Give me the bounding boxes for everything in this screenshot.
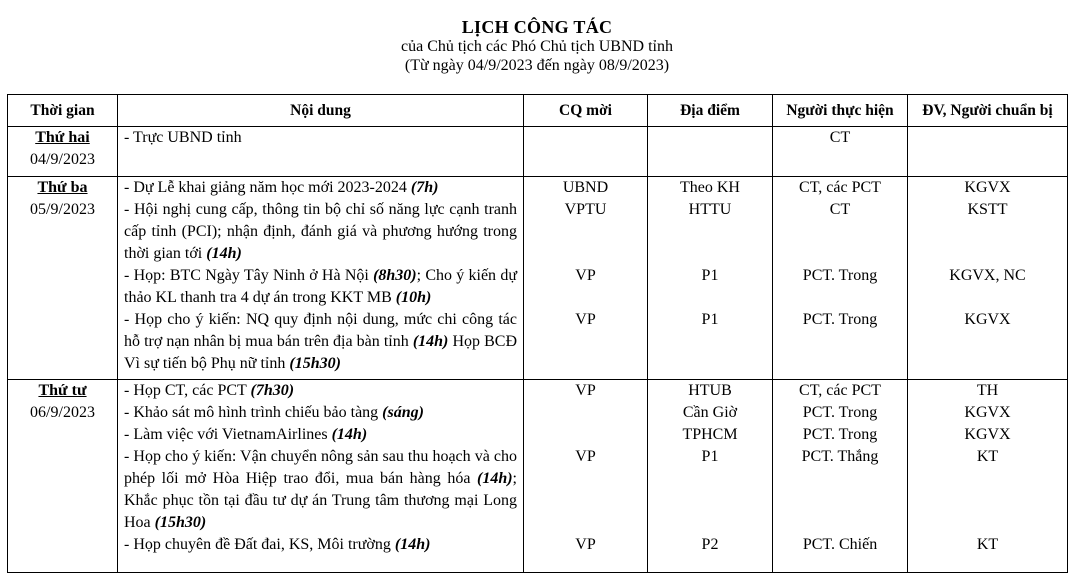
prep-cell [908,127,1068,177]
prep-item: KT [976,536,999,553]
prep-item: KGVX [964,311,1011,328]
content-item: - Hội nghị cung cấp, thông tin bộ chỉ số năng lực cạnh tranh cấp tỉnh (PCI); nhận định, đánh giá và phương hướng trong thời gian tới (14h) [124,201,517,262]
person-cell [773,380,908,573]
person-item: CT [829,129,851,146]
place-item: Theo KH [680,179,740,196]
content-item: - Làm việc với VietnamAirlines (14h) [124,426,368,443]
place-cell [648,127,773,177]
place-item: Cần Giờ [682,404,738,421]
cq-item: UBND [562,179,609,196]
prep-item: KT [976,448,999,465]
cq-item: VPTU [564,201,607,218]
schedule-body [8,127,1068,573]
place-cell [648,380,773,573]
column-header: ĐV, Người chuẩn bị [908,95,1068,127]
cq-item [524,424,647,446]
column-header: Địa điểm [648,95,773,127]
person-item: PCT. Thắng [801,448,879,465]
person-item: CT, các PCT [799,179,881,196]
document-title: LỊCH CÔNG TÁC [461,17,613,37]
cq-item: VP [575,311,596,328]
day-name: Thứ hai [35,129,90,146]
place-item: P2 [701,536,719,553]
table-header-row [8,95,1068,127]
day-date: 05/9/2023 [30,201,95,218]
person-cell [773,127,908,177]
person-item: PCT. Trong [802,404,878,421]
content-item: - Họp: BTC Ngày Tây Ninh ở Hà Nội (8h30); Cho ý kiến dự thảo KL thanh tra 4 dự án trong KKT MB (10h) [124,267,517,306]
cq-cell [524,177,648,380]
place-item: HTTU [688,201,732,218]
cq-item [524,127,647,149]
prep-cell [908,177,1068,380]
person-item: PCT. Chiến [802,536,878,553]
place-item: HTUB [688,382,732,399]
content-cell [118,127,524,177]
cq-item: VP [575,448,596,465]
column-header: Thời gian [8,95,118,127]
document-subtitle: của Chủ tịch các Phó Chủ tịch UBND tỉnh [401,38,673,55]
day-date: 06/9/2023 [30,404,95,421]
content-item: - Họp chuyên đề Đất đai, KS, Môi trường (14h) [124,536,431,553]
content-cell [118,177,524,380]
cq-item [524,402,647,424]
prep-item: KGVX [964,179,1011,196]
person-cell [773,177,908,380]
content-item: - Khảo sát mô hình trình chiếu bảo tàng (sáng) [124,404,424,421]
place-item: P1 [701,267,719,284]
day-date: 04/9/2023 [30,151,95,168]
prep-item: TH [976,382,999,399]
person-item: PCT. Trong [802,311,878,328]
person-item: PCT. Trong [802,426,878,443]
column-header: CQ mời [524,95,648,127]
cq-cell [524,127,648,177]
day-row [8,127,1068,177]
content-item: - Trực UBND tỉnh [124,129,242,146]
content-item: - Họp CT, các PCT (7h30) [124,382,295,399]
day-row [8,380,1068,573]
cq-item: VP [575,267,596,284]
day-row [8,177,1068,380]
content-cell [118,380,524,573]
prep-item [908,127,1067,149]
cq-item: VP [575,382,596,399]
content-item: - Họp cho ý kiến: NQ quy định nội dung, mức chi công tác hỗ trợ nạn nhân bị mua bán trên địa bàn tỉnh (14h) Họp BCĐ Vì sự tiến bộ Phụ nữ tỉnh (15h30) [124,311,518,372]
column-header: Nội dung [118,95,524,127]
column-header: Người thực hiện [773,95,908,127]
schedule-table [7,94,1068,573]
prep-item: KSTT [967,201,1008,218]
place-cell [648,177,773,380]
place-item [648,127,772,149]
day-cell [8,127,118,177]
person-item: CT [829,201,851,218]
place-item: P1 [701,311,719,328]
day-cell [8,177,118,380]
day-cell [8,380,118,573]
person-item: CT, các PCT [799,382,881,399]
day-name: Thứ ba [37,179,88,196]
prep-item: KGVX [964,404,1011,421]
person-item: PCT. Trong [802,267,878,284]
cq-item: VP [575,536,596,553]
prep-item: KGVX, NC [949,267,1026,284]
document-header [0,0,1074,75]
day-name: Thứ tư [38,382,87,399]
place-item: TPHCM [682,426,738,443]
content-item: - Dự Lễ khai giảng năm học mới 2023-2024 (7h) [124,179,439,196]
prep-cell [908,380,1068,573]
place-item: P1 [701,448,719,465]
document-date-range: (Từ ngày 04/9/2023 đến ngày 08/9/2023) [404,57,670,74]
cq-cell [524,380,648,573]
prep-item: KGVX [964,426,1011,443]
content-item: - Họp cho ý kiến: Vận chuyển nông sản sau thu hoạch và cho phép lối mở Hòa Hiệp trao đổi, mua bán hàng hóa (14h); Khắc phục tồn tại đầu tư dự án Trung tâm thương mại Long Hoa (15h30) [124,448,517,531]
